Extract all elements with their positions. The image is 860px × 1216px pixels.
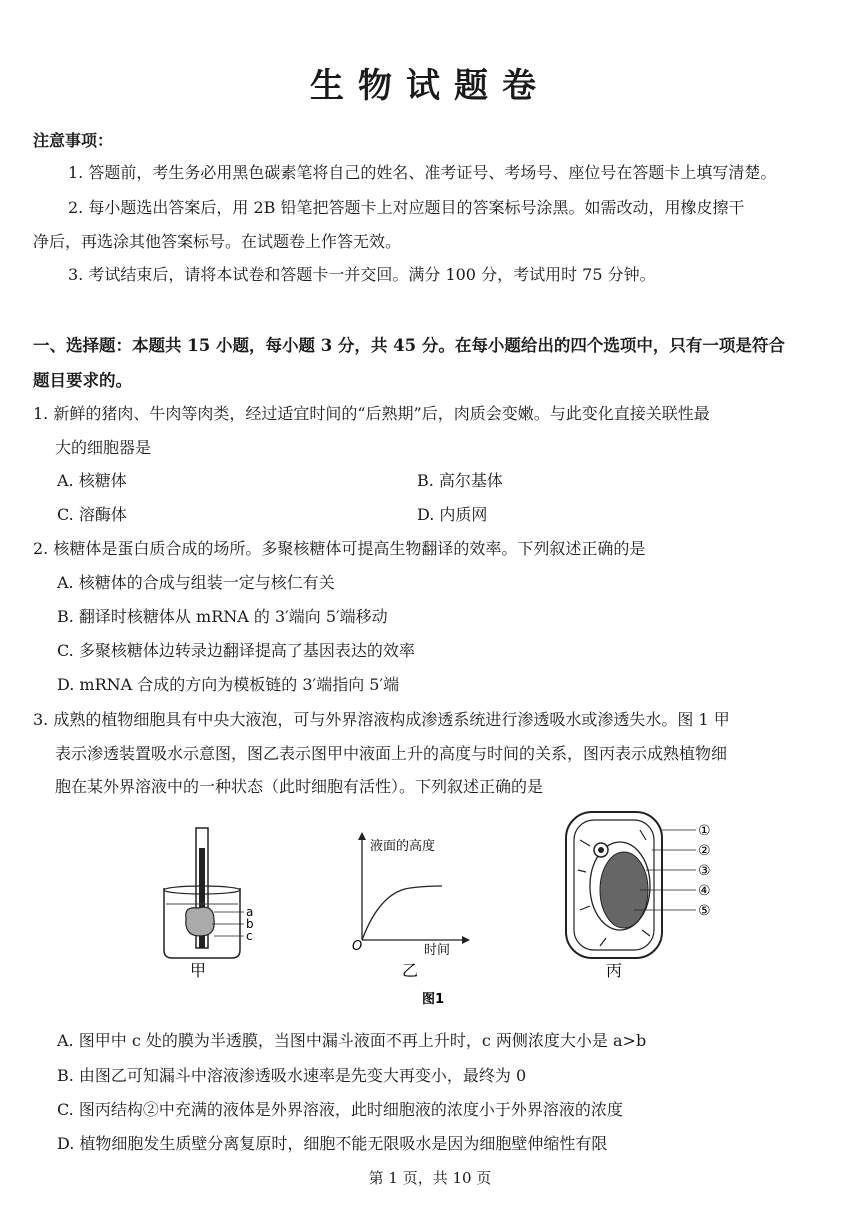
notice-item-2-cont: 净后，再选涂其他答案标号。在试题卷上作答无效。 <box>33 232 402 251</box>
mark-2: ② <box>698 843 711 859</box>
mark-1: ① <box>698 823 711 839</box>
page-footer: 第 1 页，共 10 页 <box>368 1169 492 1187</box>
q2-option-d: D. mRNA 合成的方向为模板链的 3′端指向 5′端 <box>57 675 400 694</box>
label-yi: 乙 <box>402 961 419 980</box>
q3-stem-cont-2: 胞在某外界溶液中的一种状态（此时细胞有活性）。下列叙述正确的是 <box>55 777 544 796</box>
figure-yi <box>352 832 470 980</box>
notice-heading: 注意事项： <box>33 131 114 150</box>
notice-item-2: 2. 每小题选出答案后，用 2B 铅笔把答题卡上对应题目的答案标号涂黑。如需改动，用橡皮擦干 <box>68 198 745 217</box>
height-curve <box>362 886 442 940</box>
notice-item-3: 3. 考试结束后，请将本试卷和答题卡一并交回。满分 100 分，考试用时 75 分钟。 <box>68 265 656 284</box>
q1-stem: 1. 新鲜的猪肉、牛肉等肉类，经过适宜时间的“后熟期”后，肉质会变嫩。与此变化直接关联性最 <box>33 404 710 423</box>
q1-option-a: A. 核糖体 <box>57 471 127 490</box>
q2-stem: 2. 核糖体是蛋白质合成的场所。多聚核糖体可提高生物翻译的效率。下列叙述正确的是 <box>33 539 646 558</box>
mark-5: ⑤ <box>698 903 711 919</box>
q2-option-a: A. 核糖体的合成与组装一定与核仁有关 <box>57 573 335 592</box>
label-bing: 丙 <box>606 961 623 980</box>
yi-ylabel: 液面的高度 <box>370 839 436 854</box>
figure-caption: 图1 <box>422 992 445 1007</box>
q1-option-c: C. 溶酶体 <box>57 505 127 524</box>
yi-xlabel: 时间 <box>424 943 451 958</box>
section-heading: 一、选择题：本题共 15 小题，每小题 3 分，共 45 分。在每小题给出的四个选项中，只有一项是符合 <box>33 336 785 355</box>
label-a: a <box>246 905 254 919</box>
q2-option-c: C. 多聚核糖体边转录边翻译提高了基因表达的效率 <box>57 641 415 660</box>
q3-stem: 3. 成熟的植物细胞具有中央大液泡，可与外界溶液构成渗透系统进行渗透吸水或渗透失水。图 1 甲 <box>33 710 730 729</box>
figure-1 <box>0 800 860 1020</box>
figure-bing <box>566 812 711 980</box>
q2-option-b: B. 翻译时核糖体从 mRNA 的 3′端向 5′端移动 <box>57 607 388 626</box>
mark-4: ④ <box>698 883 711 899</box>
q3-option-d: D. 植物细胞发生质壁分离复原时，细胞不能无限吸水是因为细胞壁伸缩性有限 <box>57 1134 608 1153</box>
label-jia: 甲 <box>190 961 207 980</box>
semipermeable-sac <box>186 907 214 936</box>
q1-option-b: B. 高尔基体 <box>417 471 503 490</box>
q1-stem-cont: 大的细胞器是 <box>55 438 152 457</box>
page-title: 生物试题卷 <box>310 66 550 106</box>
label-c: c <box>246 929 253 943</box>
q1-option-d: D. 内质网 <box>417 505 488 524</box>
section-heading-cont: 题目要求的。 <box>33 371 132 390</box>
q3-option-b: B. 由图乙可知漏斗中溶液渗透吸水速率是先变大再变小，最终为 0 <box>57 1066 527 1085</box>
label-b: b <box>246 917 254 931</box>
q3-option-a: A. 图甲中 c 处的膜为半透膜，当图中漏斗液面不再上升时，c 两侧浓度大小是 a>b <box>57 1031 647 1050</box>
yi-origin: O <box>352 939 363 954</box>
notice-item-1: 1. 答题前，考生务必用黑色碳素笔将自己的姓名、准考证号、考场号、座位号在答题卡上填写清楚。 <box>68 163 777 182</box>
q3-stem-cont-1: 表示渗透装置吸水示意图，图乙表示图甲中液面上升的高度与时间的关系，图丙表示成熟植物细 <box>55 744 728 763</box>
q3-option-c: C. 图丙结构②中充满的液体是外界溶液，此时细胞液的浓度小于外界溶液的浓度 <box>57 1100 623 1119</box>
figure-jia <box>164 828 254 980</box>
mark-3: ③ <box>698 863 711 879</box>
